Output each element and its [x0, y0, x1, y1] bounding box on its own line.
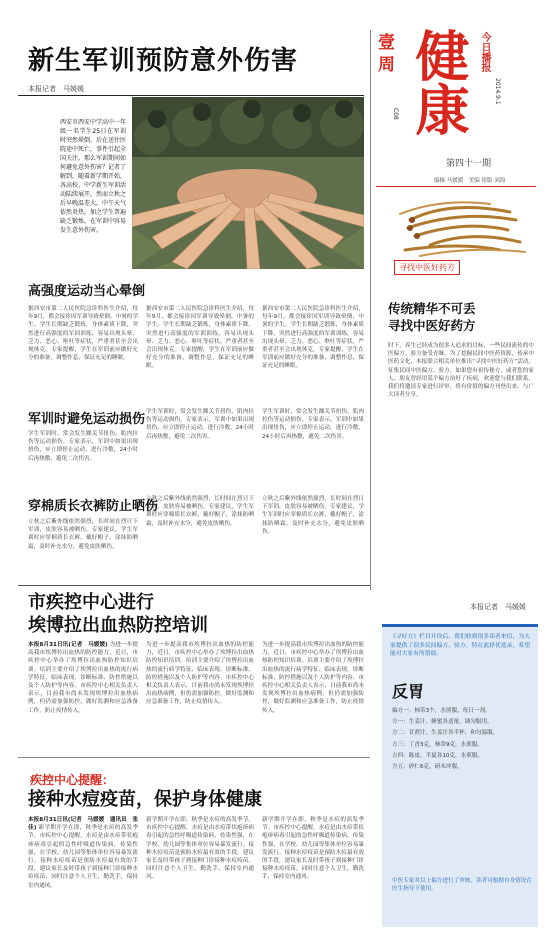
remedy-item: 偏方一：柿蒂3个，水煎服，每日一剂。: [392, 708, 491, 714]
hands-photo-illustration: [132, 97, 364, 269]
right-headline-line2: 寻找中医好药方: [388, 318, 476, 333]
section-rule: [18, 585, 370, 586]
main-byline: 本报记者 马媛媛: [28, 85, 84, 93]
cdc-headline: [28, 591, 208, 637]
right-headline-line1: 传统精华不可丢: [388, 301, 476, 316]
section-text-injury-col3: 学生军训时，常会发生踝关节扭伤、肌肉拉伤等运动损伤。专家表示，军训中如果出现扭伤，应立即停止运动，进行冷敷，24小时后再热敷，避免二次伤害。: [262, 409, 364, 440]
section-text-sunburn-col3: 立秋之后紫外线依然强烈，长时间在烈日下军训，皮肤容易被晒伤。专家建议，学生军训时应穿棉质长衣裤，戴好帽子，涂抹防晒霜，及时补充水分，避免皮肤晒伤。: [262, 496, 364, 535]
right-byline: 本报记者 马媛媛: [470, 603, 526, 611]
section-rule-2: [18, 757, 370, 758]
vaccine-text: 新学期开学在即，秋季是水痘的高发季节。市疾控中心提醒，水痘是由水痘带状疱疹病毒引起的急性呼吸道传染病，传染性强，在学校、幼儿园等集体单位容易暴发流行。接种水痘疫苗是预防水痘最有效的手段，建议家长及时带孩子到接种门诊接种水痘疫苗，同时注意个人卫生，勤洗手，保持室内通风。: [28, 825, 138, 889]
vaccine-text-col2: 新学期开学在即，秋季是水痘的高发季节。市疾控中心提醒，水痘是由水痘带状疱疹病毒引起的急性呼吸道传染病，传染性强，在学校、幼儿园等集体单位容易暴发流行。接种水痘疫苗是预防水痘最有效的手段，建议家长及时带孩子到接种门诊接种水痘疫苗，同时注意个人卫生，勤洗手，保持室内通风。: [146, 817, 254, 881]
vaccine-kicker: 疾控中心提醒：: [30, 773, 115, 787]
rule: [18, 95, 364, 96]
right-headline: [388, 300, 476, 334]
masthead-page: C08: [392, 108, 399, 120]
right-article-text: 时下，养生已经成为很多人追求的目标，一些民间流传的中医偏方、验方备受青睐。为了挖掘民间中医药资源，传承中医药文化，本报联合相关单位推出“寻找中医好药方”活动，征集民间中医偏方、验方。如果您有祖传秘方，或者您的家人、朋友曾经用某个偏方治好了疾病，欢迎您与我们联系，我们将邀请专家进行评审，将有价值的偏方刊登出来，与广大读者分享。: [388, 343, 534, 399]
cdc-byline: 本报8月31日讯(记者 马媛媛): [28, 642, 108, 648]
herbs-caption: 寻找中医好药方: [394, 260, 460, 275]
column-divider: [370, 30, 371, 590]
masthead-paper: 今日播报: [479, 32, 490, 72]
main-headline: 新生军训预防意外伤害: [28, 46, 299, 76]
cdc-text-col1: [28, 641, 138, 753]
military-training-photo: [132, 97, 364, 269]
cdc-headline-line1: 市疾控中心进行: [28, 592, 154, 613]
masthead-week-text: 壹周: [378, 33, 395, 75]
remedy-list: [392, 707, 532, 774]
remedy-item: 方四：陈皮、半夏各10克，水煎服。: [392, 752, 484, 759]
section-title-injury: 军训时避免运动损伤: [28, 412, 146, 427]
vaccine-headline: 接种水痘疫苗，保护身体健康: [28, 789, 262, 810]
masthead-title: 健康: [407, 28, 470, 136]
cdc-text-col3: 为进一步提高我市埃博拉出血热的防控能力，近日，市疾控中心举办了埃博拉出血热防控知识培训。培训主要介绍了埃博拉出血热的流行病学特征、临床表现、诊断标准、防控措施以及个人防护等内容。市疾控中心相关负责人表示，目前我市尚未发现埃博拉出血热病例，但仍需加强防控，做好监测和应急准备工作，防止疫情传入。: [262, 642, 364, 714]
section-text-sunburn-col1: 立秋之后紫外线依然强烈，长时间在烈日下军训，皮肤容易被晒伤。专家建议，学生军训时应穿棉质长衣裤，戴好帽子，涂抹防晒霜，及时补充水分，避免皮肤晒伤。: [28, 519, 138, 550]
vaccine-text-col1: [28, 816, 138, 926]
masthead-week: [378, 32, 406, 76]
vaccine-text-col3: 新学期开学在即，秋季是水痘的高发季节。市疾控中心提醒，水痘是由水痘带状疱疹病毒引起的急性呼吸道传染病，传染性强，在学校、幼儿园等集体单位容易暴发流行。接种水痘疫苗是预防水痘最有效的手段，建议家长及时带孩子到接种门诊接种水痘疫苗，同时注意个人卫生，勤洗手，保持室内通风。: [262, 817, 364, 881]
cdc-text-col2: 为进一步提高我市埃博拉出血热的防控能力，近日，市疾控中心举办了埃博拉出血热防控知识培训。培训主要介绍了埃博拉出血热的流行病学特征、临床表现、诊断标准、防控措施以及个人防护等内容。市疾控中心相关负责人表示，目前我市尚未发现埃博拉出血热病例，但仍需加强防控，做好监测和应急准备工作，防止疫情传入。: [146, 642, 254, 706]
remedy-footer: 中医专家对以上偏方进行了审核，读者可根据自身情况在医生指导下使用。: [392, 878, 532, 893]
masthead: [376, 28, 536, 200]
vaccine-byline: 本报8月31日讯(记者 马媛媛 通讯员 张佳): [28, 817, 138, 832]
section-text-injury-col2: 学生军训时，常会发生踝关节扭伤、肌肉拉伤等运动损伤。专家表示，军训中如果出现扭伤，应立即停止运动，进行冷敷，24小时后再热敷，避免二次伤害。: [146, 409, 254, 440]
masthead-editors: 编辑 马媛媛 美编 组版 刘海: [434, 178, 506, 184]
remedy-item: 方三：丁香3克，柿蒂9克，水煎服。: [392, 741, 484, 748]
section-text-injury-col1: 学生军训时，常会发生踝关节扭伤、肌肉拉伤等运动损伤。专家表示，军训中如果出现扭伤，应立即停止运动，进行冷敷，24小时后再热敷，避免二次伤害。: [28, 431, 138, 462]
remedy-item: 方五：砂仁6克，研末冲服。: [392, 764, 463, 771]
remedy-box: [382, 624, 538, 927]
section-title-fainting: 高强度运动当心晕倒: [28, 284, 146, 299]
cdc-headline-line2: 埃博拉出血热防控培训: [28, 615, 208, 636]
section-title-sunburn: 穿棉质长衣裤防止晒伤: [28, 499, 159, 514]
section-text-fainting-col3: 据西安市第二人民医院急诊科医生介绍，每年9月，都会接诊因军训导致晕倒、中暑的学生。学生长期缺乏锻炼，身体素质下降，突然进行高强度的军训训练，容易出现头晕、乏力、恶心、呕吐等症状，严重者甚至会出现休克。专家提醒，学生在军训前应做好充分的准备，调整作息，保证充足的睡眠。: [262, 306, 364, 370]
remedy-item: 方二：甘蔗汁、生姜汁各半杯，和匀温服。: [392, 730, 499, 737]
section-text-fainting-col1: 据西安市第二人民医院急诊科医生介绍，每年9月，都会接诊因军训导致晕倒、中暑的学生。学生长期缺乏锻炼，身体素质下降，突然进行高强度的军训训练，容易出现头晕、乏力、恶心、呕吐等症状，严重者甚至会出现休克。专家提醒，学生在军训前应做好充分的准备，调整作息，保证充足的睡眠。: [28, 306, 138, 362]
masthead-date: 2014.9.1: [494, 78, 501, 105]
remedy-item: 方一：生姜汁、蜂蜜各适量，调匀服用。: [392, 719, 493, 726]
section-text-fainting-col2: 据西安市第二人民医院急诊科医生介绍，每年9月，都会接诊因军训导致晕倒、中暑的学生。学生长期缺乏锻炼，身体素质下降，突然进行高强度的军训训练，容易出现头晕、乏力、恶心、呕吐等症状，严重者甚至会出现休克。专家提醒，学生在军训前应做好充分的准备，调整作息，保证充足的睡眠。: [146, 306, 254, 370]
remedy-intro: 《寻好方》栏目开设后，我们收到很多读者来信，为大家提供了很多民间偏方、验方，特在此择优选录，希望能对大家有所帮助。: [390, 634, 530, 657]
section-text-sunburn-col2: 立秋之后紫外线依然强烈，长时间在烈日下军训，皮肤容易被晒伤。专家建议，学生军训时应穿棉质长衣裤，戴好帽子，涂抹防晒霜，及时补充水分，避免皮肤晒伤。: [146, 496, 254, 527]
herbs-photo: [390, 190, 530, 278]
masthead-rule: [376, 186, 536, 187]
masthead-issue: 第四十一期: [446, 159, 492, 169]
remedy-title: 反胃: [392, 682, 425, 701]
cdc-text: 为进一步提高我市埃博拉出血热的防控能力，近日，市疾控中心举办了埃博拉出血热防控知识培训。培训主要介绍了埃博拉出血热的流行病学特征、临床表现、诊断标准、防控措施以及个人防护等内容。市疾控中心相关负责人表示，目前我市尚未发现埃博拉出血热病例，但仍需加强防控，做好监测和应急准备工作，防止疫情传入。: [28, 642, 138, 714]
lede-text: 西安市西安中学高中一年级一名学生25日在军训时突然晕倒，后在送往医院途中死亡，事件引起全国关注。那么军训期间如何避免意外伤害？记者了解到，随着新学期开始，各高校、中学新生军训活动陆续展开，然而立秋之后早晚温差大，中午天气依然炎热，加之学生普遍缺乏锻炼，在军训中容易发生意外伤害。: [60, 119, 126, 234]
